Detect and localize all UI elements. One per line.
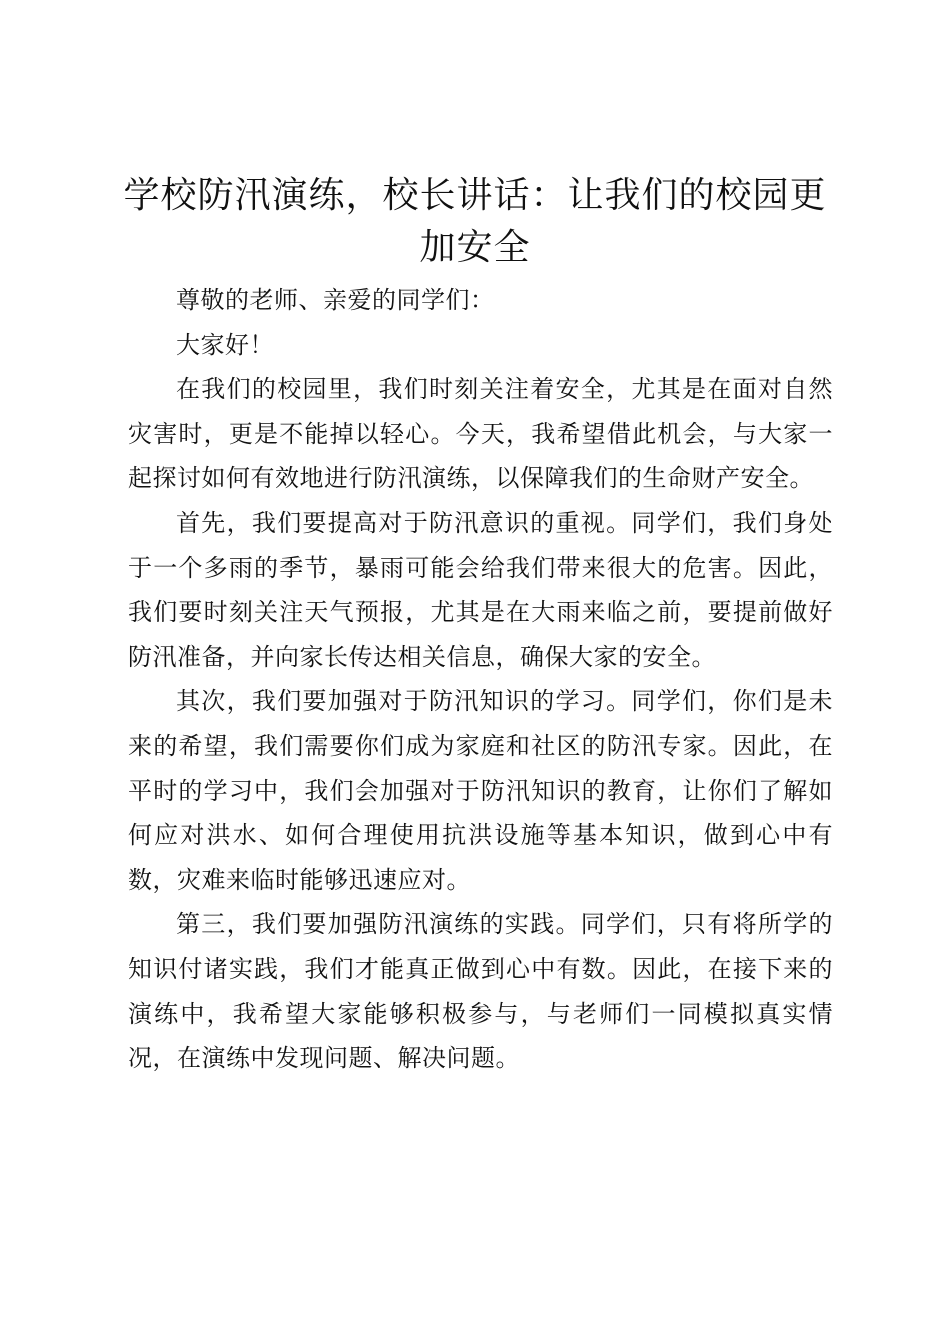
paragraph-3: 其次，我们要加强对于防汛知识的学习。同学们，你们是未来的希望，我们需要你们成为家庭和社区的防汛专家。因此，在平时的学习中，我们会加强对于防汛知识的教育，让你们了解如何应对洪水、如何合理使用抗洪设施等基本知识，做到心中有数，灾难来临时能够迅速应对。 (128, 687, 833, 894)
salutation: 尊敬的老师、亲爱的同学们： (176, 286, 495, 314)
paragraph-2: 首先，我们要提高对于防汛意识的重视。同学们，我们身处于一个多雨的季节，暴雨可能会给我们带来很大的危害。因此，我们要时刻关注天气预报，尤其是在大雨来临之前，要提前做好防汛准备，并向家长传达相关信息，确保大家的安全。 (128, 508, 833, 671)
greeting: 大家好！ (176, 330, 274, 359)
paragraph-4: 第三，我们要加强防汛演练的实践。同学们，只有将所学的知识付诸实践，我们才能真正做到心中有数。因此，在接下来的演练中，我希望大家能够积极参与，与老师们一同模拟真实情况，在演练中发现问题、解决问题。 (128, 910, 833, 1073)
document-body (128, 278, 833, 1081)
document-title: 学校防汛演练，校长讲话：让我们的校园更加安全 (123, 175, 827, 268)
paragraph-1: 在我们的校园里，我们时刻关注着安全，尤其是在面对自然灾害时，更是不能掉以轻心。今天，我希望借此机会，与大家一起探讨如何有效地进行防汛演练，以保障我们的生命财产安全。 (128, 375, 833, 493)
